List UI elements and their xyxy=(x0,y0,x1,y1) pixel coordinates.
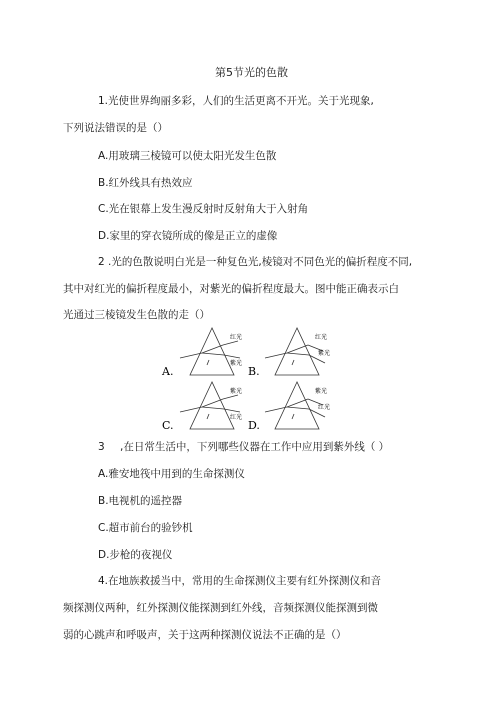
fig-c-bottom-ray: 红光 xyxy=(230,414,243,421)
q1-stem-line1: 1.光使世界绚丽多彩，人们的生活更离不开光。关于光现象, xyxy=(98,95,374,107)
q3-stem: ,在日常生活中，下列哪些仪器在工作中应用到紫外线（ ） xyxy=(120,441,390,453)
q1-stem-line2: 下列说法错误的是（） xyxy=(63,122,168,134)
prism-figure xyxy=(160,325,350,435)
fig-label-a: A. xyxy=(162,365,174,378)
q3-option-a: A.雅安地筏中用到的生命探测仪 xyxy=(98,468,245,480)
q1-option-d: D.家里的穿衣镜所成的像是正立的虚像 xyxy=(98,230,278,242)
q4-stem-line1: 4.在地族救援当中，常用的生命探测仪主要有红外探测仪和音 xyxy=(98,575,382,587)
q4-stem-line3: 弱的心跳声和呼吸声，关于这两种探测仪说法不正确的是（） xyxy=(63,629,347,641)
fig-d-bottom-ray: 红光 xyxy=(318,404,331,411)
fig-a-top-ray: 红光 xyxy=(230,334,243,341)
fig-a-bottom-ray: 紫光 xyxy=(230,360,243,367)
fig-b-bottom-ray: 紫光 xyxy=(318,350,331,357)
q1-option-b: B.红外线具有热效应 xyxy=(98,177,193,189)
q3-option-d: D.步枪的夜视仪 xyxy=(98,549,173,561)
q3-option-b: B.电视机的遥控器 xyxy=(98,495,183,507)
q2-stem-line2: 其中对红光的偏折程度最小，对紫光的偏折程度最大。图中能正确表示白 xyxy=(63,283,399,295)
q2-stem-line1: 2 .光的色散说明白光是一种复色光,棱镜对不同色光的偏折程度不同, xyxy=(98,256,413,268)
q3-option-c: C.超市前台的验钞机 xyxy=(98,522,193,534)
q2-stem-line3: 光通过三棱镜发生色散的走（） xyxy=(63,309,210,321)
fig-b-top-ray: 红光 xyxy=(315,334,328,341)
q1-option-c: C.光在银幕上发生漫反射时反射角大于入射角 xyxy=(98,203,309,215)
fig-d-top-ray: 紫光 xyxy=(315,388,328,395)
q1-option-a: A.用玻璃三棱镜可以使太阳光发生色散 xyxy=(98,150,277,162)
fig-label-b: B. xyxy=(248,365,260,378)
q3-number: 3 xyxy=(98,441,105,453)
fig-c-top-ray: 紫光 xyxy=(230,388,243,395)
page-title: 第5节光的色散 xyxy=(215,66,288,79)
fig-label-d: D. xyxy=(248,419,260,432)
fig-label-c: C. xyxy=(162,419,174,432)
q4-stem-line2: 频探测仪两种，红外探测仪能探测到红外线，音频探测仪能探测到微 xyxy=(63,602,378,614)
